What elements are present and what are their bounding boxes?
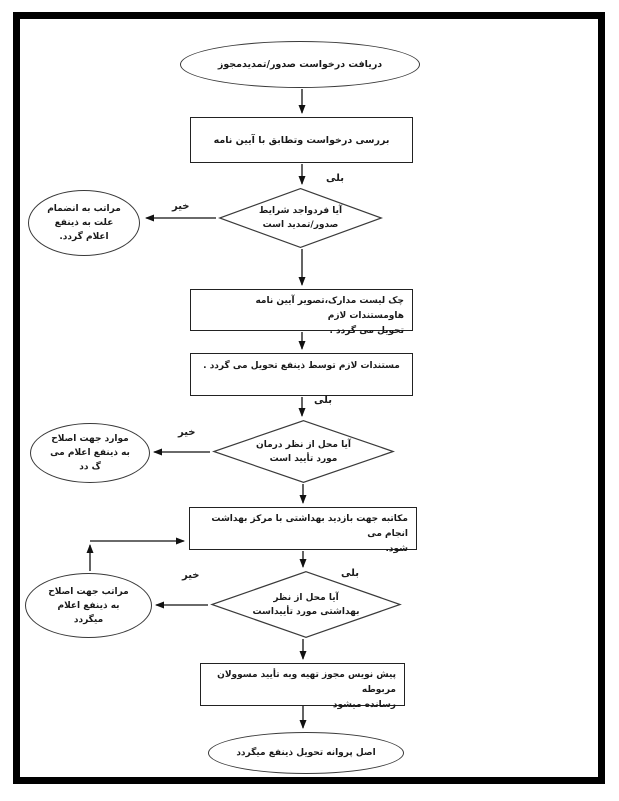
notify-reason-line3: اعلام گردد. xyxy=(59,232,109,242)
decision-treatment-line2: مورد تأیید است xyxy=(269,453,338,464)
label-no-2: خیر xyxy=(178,427,196,438)
decision-eligibility-line2: صدور/تمدید است xyxy=(262,220,339,230)
process-draft-license xyxy=(200,663,405,710)
decision-eligibility-line1: آیا فردواجد شرایط xyxy=(258,206,343,216)
process-docs-delivered xyxy=(190,353,413,396)
decision-treatment-approval xyxy=(212,420,395,483)
end-terminator xyxy=(208,732,404,774)
terminator-corrections-notify xyxy=(30,423,150,483)
terminator-notify-with-reason xyxy=(28,190,140,256)
notify-reason-line2: علت به ذینفع xyxy=(54,218,114,228)
process-review-request-text: بررسی درخواست وتطابق با آیین نامه xyxy=(213,134,390,146)
decision-treatment-line1: آیا محل از نظر درمان xyxy=(256,439,351,450)
process-review-request xyxy=(190,117,413,163)
start-terminator xyxy=(180,41,420,88)
terminator-fix-notify xyxy=(25,573,152,638)
checklist-line1: چک لیست مدارک،تصویر آیین نامه هاومستندات لازم xyxy=(255,296,404,321)
end-terminator-text: اصل پروانه تحویل ذینفع میگردد xyxy=(236,748,376,758)
health-letter-line1: مکاتبه جهت بازدید بهداشتی با مرکز بهداشت انجام می xyxy=(211,514,408,539)
decision-health-line2: بهداشتی مورد تأییداست xyxy=(252,606,360,617)
docs-delivered-text: مستندات لازم توسط ذینفع تحویل می گردد . xyxy=(203,361,400,371)
label-yes-1: بلی xyxy=(326,173,344,184)
corrections-line2: به ذینفع اعلام می xyxy=(50,448,130,458)
label-no-1: خیر xyxy=(172,201,190,212)
notify-reason-line1: مراتب به انضمام xyxy=(47,204,121,214)
label-no-3: خیر xyxy=(182,570,200,581)
decision-health-line1: آیا محل از نظر xyxy=(273,592,339,603)
draft-license-line2: رسانده میشود xyxy=(332,700,396,710)
checklist-line2: تحویل می گردد . xyxy=(329,326,404,336)
label-yes-2: بلی xyxy=(314,395,332,406)
label-yes-3: بلی xyxy=(341,568,359,579)
corrections-line1: موارد جهت اصلاح xyxy=(51,434,129,444)
fix-notify-line3: میگردد xyxy=(73,614,104,625)
process-checklist-delivery xyxy=(190,289,413,336)
decision-health-approval xyxy=(210,571,402,638)
health-letter-line2: شود. xyxy=(385,544,408,554)
corrections-line3: گ دد xyxy=(79,462,101,472)
decision-eligibility xyxy=(218,188,383,248)
process-health-inspection-letter xyxy=(189,507,417,554)
start-terminator-text: دریافت درخواست صدور/تمدیدمجوز xyxy=(217,58,383,70)
draft-license-line1: پیش نویس مجوز تهیه وبه تأیید مسوولان مربوطه xyxy=(217,670,396,695)
fix-notify-line1: مراتب جهت اصلاح xyxy=(48,586,129,597)
fix-notify-line2: به ذینفع اعلام xyxy=(57,600,120,611)
